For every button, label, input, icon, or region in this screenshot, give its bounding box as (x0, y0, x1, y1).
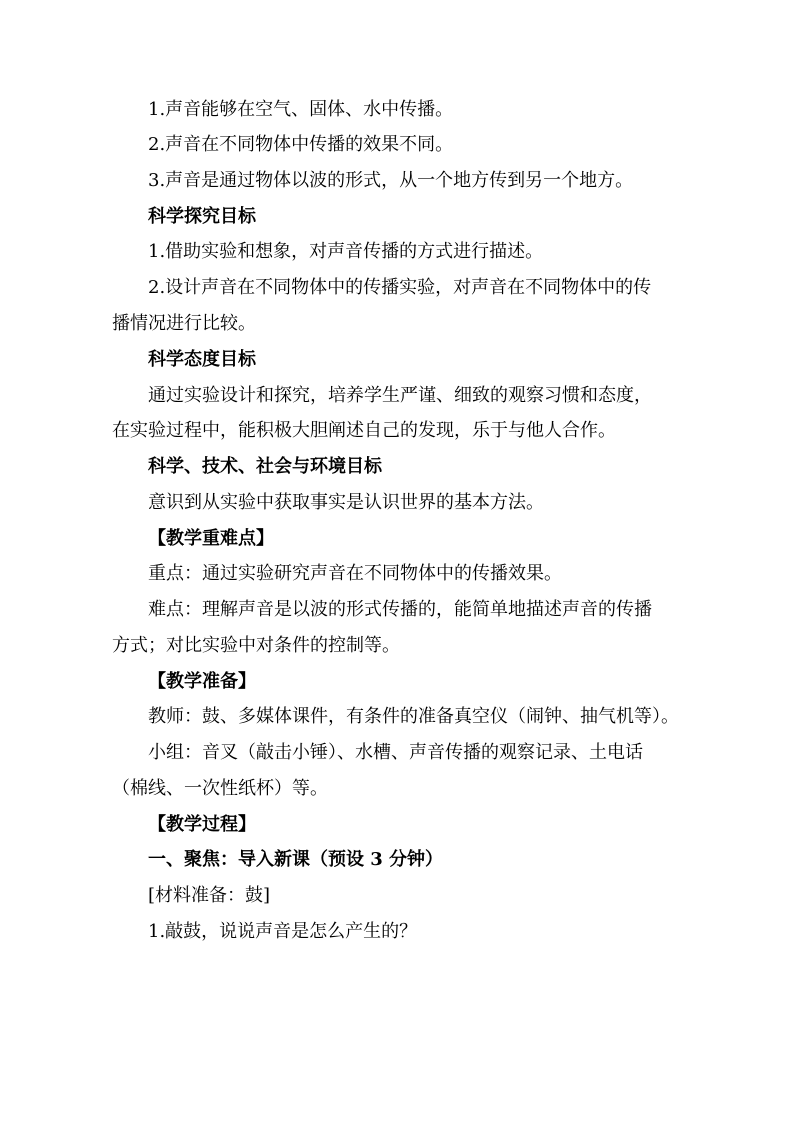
group-preparation: 小组：音叉（敲击小锤）、水槽、声音传播的观察记录、土电话 (148, 742, 643, 763)
knowledge-goal-2: 2.声音在不同物体中传播的效果不同。 (148, 134, 454, 155)
section-heading-key-difficult-points: 【教学重难点】 (148, 528, 274, 549)
section-heading-attitude-goals: 科学态度目标 (148, 349, 256, 370)
knowledge-goal-1: 1.声音能够在空气、固体、水中传播。 (148, 99, 454, 120)
step-question-1: 1.敲鼓，说说声音是怎么产生的？ (148, 921, 418, 942)
difficult-point-continued: 方式；对比实验中对条件的控制等。 (112, 635, 400, 656)
section-heading-preparation: 【教学准备】 (148, 671, 256, 692)
section-heading-stse-goals: 科学、技术、社会与环境目标 (148, 456, 382, 477)
attitude-goal-continued: 在实验过程中，能积极大胆阐述自己的发现，乐于与他人合作。 (112, 420, 616, 441)
inquiry-goal-2: 2.设计声音在不同物体中的传播实验，对声音在不同物体中的传 (148, 277, 652, 298)
attitude-goal: 通过实验设计和探究，培养学生严谨、细致的观察习惯和态度， (148, 385, 652, 406)
knowledge-goal-3: 3.声音是通过物体以波的形式，从一个地方传到另一个地方。 (148, 170, 634, 191)
inquiry-goal-1: 1.借助实验和想象，对声音传播的方式进行描述。 (148, 241, 544, 262)
difficult-point: 难点：理解声音是以波的形式传播的，能简单地描述声音的传播 (148, 599, 652, 620)
section-heading-teaching-process: 【教学过程】 (148, 814, 256, 835)
group-preparation-continued: （棉线、一次性纸杯）等。 (112, 778, 328, 799)
section-heading-inquiry-goals: 科学探究目标 (148, 206, 256, 227)
inquiry-goal-2-continued: 播情况进行比较。 (112, 313, 256, 334)
stse-goal: 意识到从实验中获取事实是认识世界的基本方法。 (148, 492, 544, 513)
key-point: 重点：通过实验研究声音在不同物体中的传播效果。 (148, 563, 562, 584)
materials-note: [材料准备：鼓] (148, 885, 271, 906)
step-heading-focus-intro: 一、聚焦：导入新课（预设 3 分钟） (148, 849, 444, 870)
teacher-preparation: 教师：鼓、多媒体课件，有条件的准备真空仪（闹钟、抽气机等）。 (148, 706, 679, 727)
